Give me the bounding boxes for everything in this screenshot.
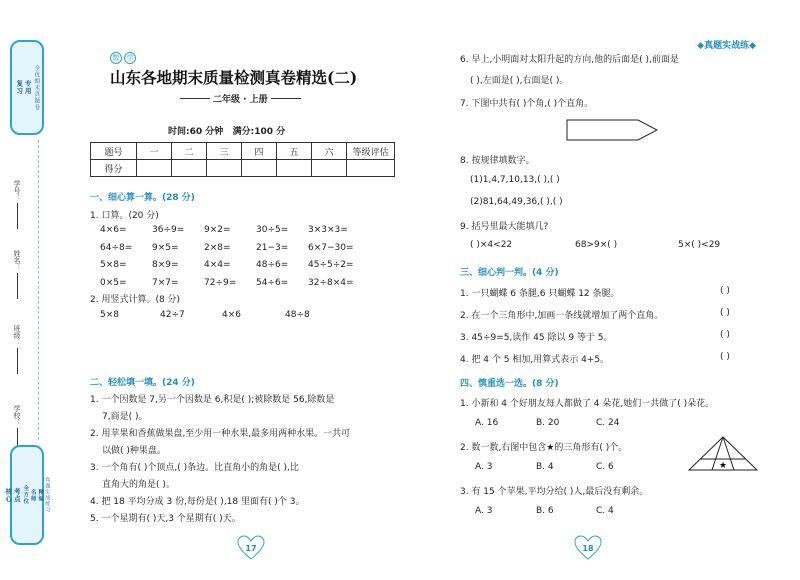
triangle-figure xyxy=(688,436,758,472)
question: (1)1,4,7,10,13,( ),( ) xyxy=(470,175,560,185)
section-2-heading: 二、轻松填一填。(24 分) xyxy=(90,378,195,388)
option[interactable]: C. 24 xyxy=(596,418,620,428)
field-class[interactable]: 班级： xyxy=(12,325,22,374)
section-3-heading: 三、细心判一判。(4 分) xyxy=(460,268,559,278)
question: 2. 用苹果和香蕉做果盘,至少用一种水果,最多用两种水果。一共可 xyxy=(90,429,351,439)
question: 3. 有 15 个苹果,平均分给( )人,最后没有剩余。 xyxy=(460,487,649,497)
strip-badge-top xyxy=(10,40,44,135)
question: 7. 下图中共有( )个角,( )个直角。 xyxy=(460,99,594,109)
section-4-heading: 四、慎重选一选。(8 分) xyxy=(460,379,559,389)
pentagon-figure xyxy=(566,119,658,141)
answer-box[interactable]: ( ) xyxy=(720,330,730,340)
score-cell[interactable] xyxy=(277,160,312,177)
question: 1. 一只蝴蝶 6 条腿,6 只蝴蝶 12 条腿。 xyxy=(460,289,620,299)
page-number-right: 18 xyxy=(574,535,602,561)
option[interactable]: B. 6 xyxy=(536,506,554,516)
score-cell[interactable] xyxy=(207,160,242,177)
question: 3. 一个角有( )个顶点,( )条边。比直角小的角是( ),比 xyxy=(90,463,299,473)
option[interactable]: A. 16 xyxy=(475,418,499,428)
cut-line xyxy=(38,140,39,440)
question: 4. 把 18 平均分成 3 份,每份是( ),18 里面有( )个 3。 xyxy=(90,497,305,507)
strip-text: 复习 xyxy=(15,80,24,95)
answer-box[interactable]: ( ) xyxy=(720,308,730,318)
strip-badge-bottom: 核心 考点 全方位 名师 精编 真题实战练习 xyxy=(10,445,44,545)
score-cell[interactable] xyxy=(242,160,277,177)
page-title: 山东各地期末质量检测真卷精选(二) xyxy=(110,68,358,87)
question: 5. 一个星期有( )天,3 个星期有( )天。 xyxy=(90,514,241,524)
grade-label: 二年级 · 上册 xyxy=(180,92,301,105)
score-cell[interactable] xyxy=(312,160,347,177)
question: 3. 45÷9=5,读作 45 除以 9 等于 5。 xyxy=(460,333,613,343)
vertical-calc-item: 48÷8 xyxy=(285,310,310,320)
question: 1. 口算。(20 分) xyxy=(90,211,159,221)
vertical-calc-item: 5×8 xyxy=(100,310,119,320)
question: 6. 早上,小明面对太阳升起的方向,他的后面是( ),前面是 xyxy=(460,55,679,65)
question: 7,商是( )。 xyxy=(102,412,148,422)
question: 2. 用竖式计算。(8 分) xyxy=(90,295,181,305)
question: 4. 把 4 个 5 相加,用算式表示 4+5。 xyxy=(460,355,610,365)
question: 1. 一个因数是 7,另一个因数是 6,积是( );被除数是 56,除数是 xyxy=(90,395,335,405)
question: 2. 数一数,右图中包含★的三角形有( )个。 xyxy=(460,443,628,453)
answer-box[interactable]: ( ) xyxy=(720,352,730,362)
question: 1. 小新和 4 个好朋友每人都做了 4 朵花,她们一共做了( )朵花。 xyxy=(460,399,715,409)
oral-calc-grid: 4×6= 36÷9= 9×2= 30÷5= 3×3×3= 64÷8= 9×5= 2×8= 21−3= 6×7−30= 5×8= 8×9= 4×4= 48÷6= 45÷5÷2= 0×5= 7×7= 72÷9= 54÷6= 32÷8×4= xyxy=(100,225,354,288)
question: ( )×4<22 xyxy=(470,240,513,250)
question: (2)81,64,49,36,( ),( ) xyxy=(470,197,563,207)
option[interactable]: C. 6 xyxy=(596,462,614,472)
option[interactable]: C. 4 xyxy=(596,506,614,516)
question: 5×( )<29 xyxy=(678,240,721,250)
option[interactable]: B. 20 xyxy=(536,418,560,428)
score-cell[interactable] xyxy=(137,160,172,177)
question: 68>9×( ) xyxy=(575,240,618,250)
binding-strip xyxy=(4,40,51,545)
header-badge: ◆真题实战练◆ xyxy=(697,41,756,51)
vertical-calc-item: 4×6 xyxy=(222,310,241,320)
question: 直角大的角是( )。 xyxy=(102,480,175,490)
page-number-left: 17 xyxy=(237,535,265,561)
strip-text: 全优期末真题卷 xyxy=(33,64,40,111)
score-table: 题号 一 二 三 四 五 六 等级评估 得分 xyxy=(90,142,395,177)
option[interactable]: B. 4 xyxy=(536,462,554,472)
section-1-heading: 一、细心算一算。(28 分) xyxy=(90,193,195,203)
question: 2. 在一个三角形中,加画一条线就增加了两个直角。 xyxy=(460,311,664,321)
answer-box[interactable]: ( ) xyxy=(720,286,730,296)
question: 9. 括号里最大能填几? xyxy=(460,222,549,232)
field-student-number[interactable]: 学号： xyxy=(12,180,22,229)
score-cell[interactable] xyxy=(172,160,207,177)
score-cell[interactable] xyxy=(347,160,395,177)
strip-text: 专用 xyxy=(23,80,32,95)
option[interactable]: A. 3 xyxy=(475,462,493,472)
question: ( ),左面是( ),右面是( )。 xyxy=(470,76,569,86)
star-icon: ★ xyxy=(718,461,728,471)
question: 以做( )种果盘。 xyxy=(102,446,166,456)
option[interactable]: A. 3 xyxy=(475,506,493,516)
question: 8. 按规律填数字。 xyxy=(460,156,535,166)
vertical-calc-item: 42÷7 xyxy=(160,310,185,320)
time-score-info: 时间:60 分钟 满分:100 分 xyxy=(168,127,286,137)
field-name[interactable]: 姓名： xyxy=(12,250,22,299)
subject-badge: 数 学 xyxy=(110,52,136,64)
field-school[interactable]: 学校： xyxy=(12,405,22,454)
